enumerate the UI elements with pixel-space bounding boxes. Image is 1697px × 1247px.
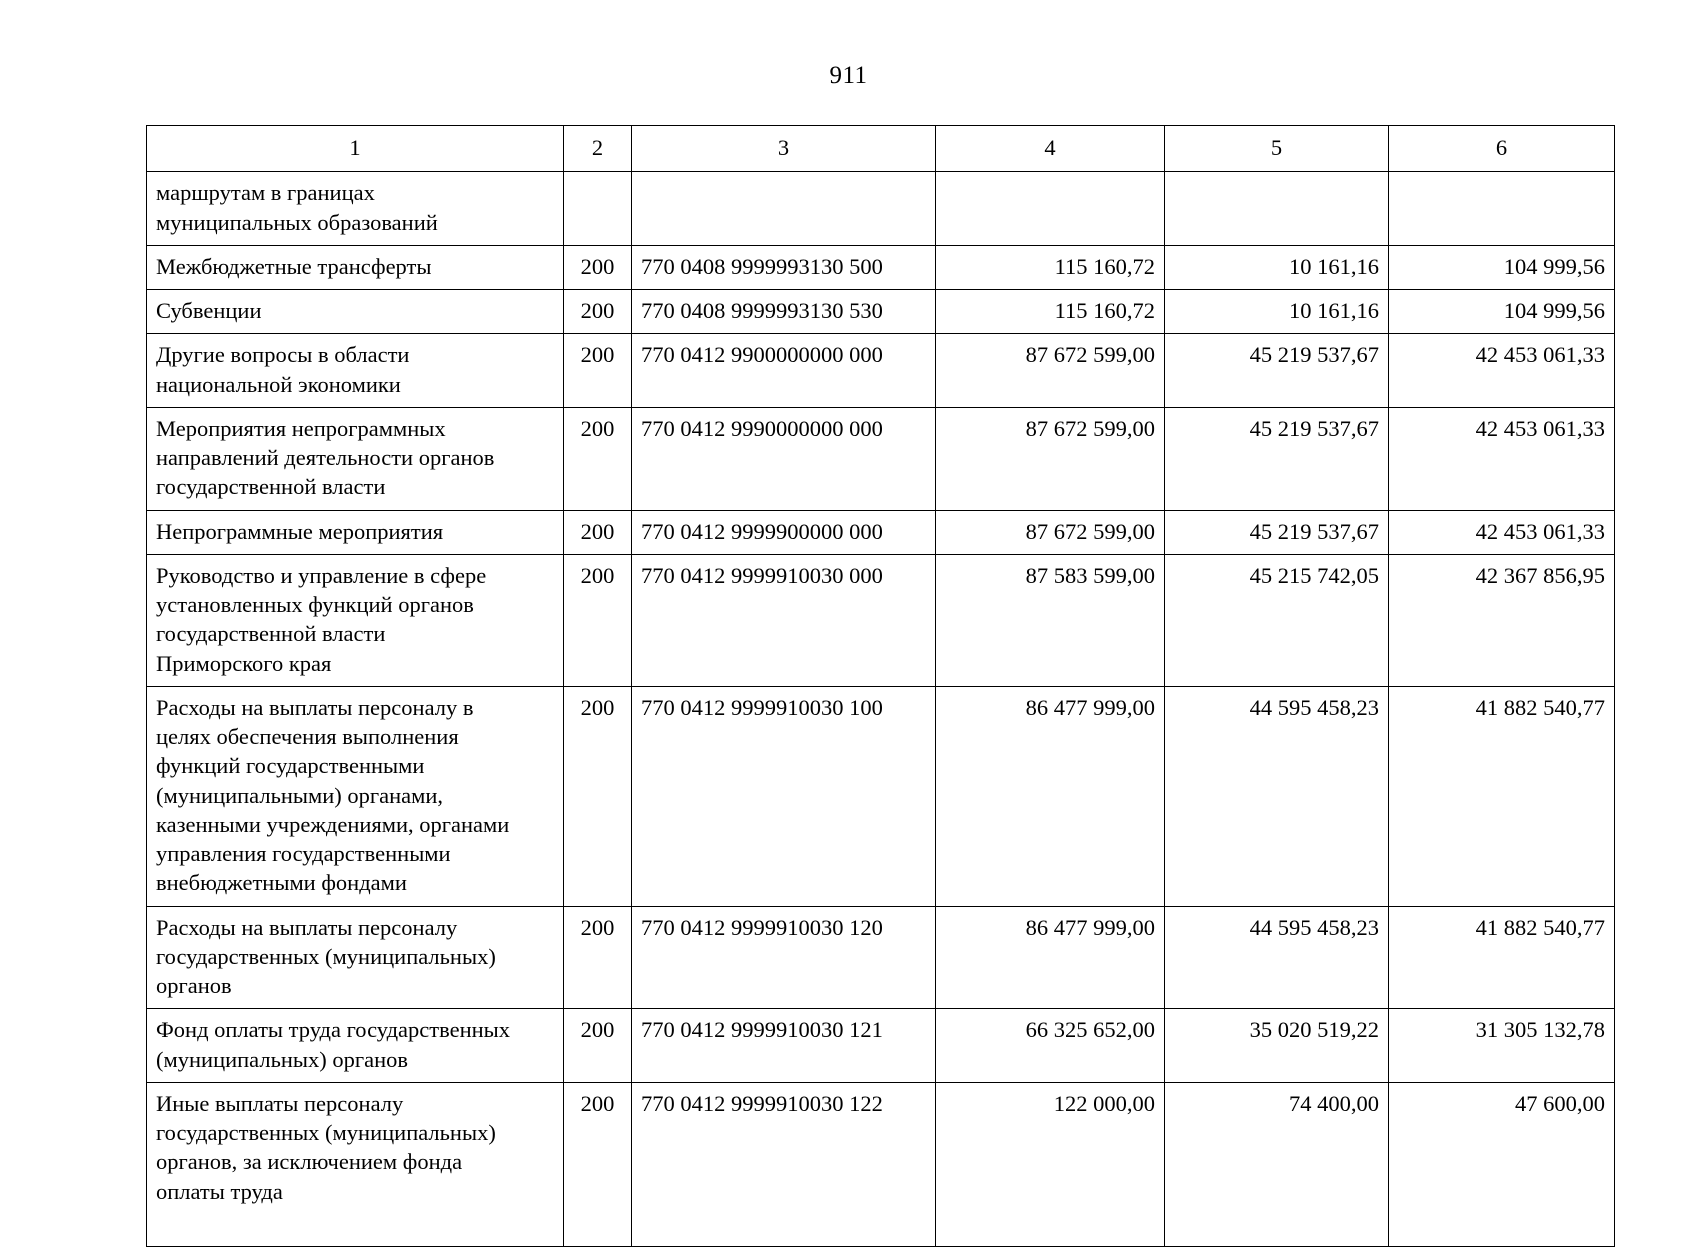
row-classification-cell: 770 0412 9990000000 000 [632,407,936,510]
budget-table-container [146,125,1605,1247]
column-header: 1 [147,126,564,172]
row-classification-cell: 770 0412 9999910030 121 [632,1009,936,1083]
row-value-col6: 42 453 061,33 [1389,407,1615,510]
row-value-col4 [936,172,1165,246]
row-value-col5: 45 215 742,05 [1165,554,1389,686]
row-code-cell: 200 [564,407,632,510]
table-row [147,290,1615,334]
budget-table [146,125,1615,1247]
column-header: 6 [1389,126,1615,172]
row-value-col6: 104 999,56 [1389,290,1615,334]
row-classification-cell: 770 0408 9999993130 530 [632,290,936,334]
row-code-cell [564,172,632,246]
row-code-cell: 200 [564,290,632,334]
column-header: 4 [936,126,1165,172]
row-value-col4: 86 477 999,00 [936,686,1165,906]
row-name-cell: маршрутам в границах муниципальных образований [147,172,564,246]
row-name-cell: Межбюджетные трансферты [147,245,564,289]
table-row [147,906,1615,1009]
row-value-col4: 86 477 999,00 [936,906,1165,1009]
row-name-cell: Расходы на выплаты персоналу государственных (муниципальных) органов [147,906,564,1009]
table-row [147,334,1615,408]
row-name-cell: Фонд оплаты труда государственных (муниципальных) органов [147,1009,564,1083]
row-value-col4: 87 672 599,00 [936,334,1165,408]
row-classification-cell: 770 0412 9999910030 120 [632,906,936,1009]
row-code-cell: 200 [564,1082,632,1246]
row-value-col4: 87 672 599,00 [936,510,1165,554]
row-value-col5: 45 219 537,67 [1165,510,1389,554]
column-header: 2 [564,126,632,172]
row-name-cell: Иные выплаты персоналу государственных (муниципальных) органов, за исключением фонда оплаты труда [147,1082,564,1246]
column-header: 5 [1165,126,1389,172]
table-row [147,1082,1615,1246]
row-value-col6: 104 999,56 [1389,245,1615,289]
row-value-col5: 44 595 458,23 [1165,906,1389,1009]
row-value-col6: 42 453 061,33 [1389,334,1615,408]
row-value-col5: 44 595 458,23 [1165,686,1389,906]
table-header-row [147,126,1615,172]
row-classification-cell [632,172,936,246]
row-value-col6: 42 453 061,33 [1389,510,1615,554]
row-classification-cell: 770 0412 9900000000 000 [632,334,936,408]
row-code-cell: 200 [564,334,632,408]
table-row [147,686,1615,906]
row-value-col4: 87 672 599,00 [936,407,1165,510]
row-value-col6: 41 882 540,77 [1389,686,1615,906]
row-name-cell: Непрограммные мероприятия [147,510,564,554]
row-value-col4: 115 160,72 [936,245,1165,289]
row-value-col6: 41 882 540,77 [1389,906,1615,1009]
row-value-col6: 47 600,00 [1389,1082,1615,1246]
row-value-col4: 66 325 652,00 [936,1009,1165,1083]
row-value-col5: 35 020 519,22 [1165,1009,1389,1083]
row-name-cell: Мероприятия непрограммных направлений деятельности органов государственной власти [147,407,564,510]
row-code-cell: 200 [564,245,632,289]
row-value-col5: 45 219 537,67 [1165,407,1389,510]
row-name-cell: Расходы на выплаты персоналу в целях обеспечения выполнения функций государственными (муниципальными) органами, казенными учреждениями, органами управления государственными внебюджетными фондами [147,686,564,906]
row-code-cell: 200 [564,510,632,554]
row-value-col4: 115 160,72 [936,290,1165,334]
row-classification-cell: 770 0408 9999993130 500 [632,245,936,289]
row-value-col4: 87 583 599,00 [936,554,1165,686]
row-value-col6: 42 367 856,95 [1389,554,1615,686]
row-value-col6: 31 305 132,78 [1389,1009,1615,1083]
table-row [147,1009,1615,1083]
page-number: 911 [829,62,868,89]
row-value-col5 [1165,172,1389,246]
table-row [147,407,1615,510]
row-code-cell: 200 [564,1009,632,1083]
row-value-col5: 10 161,16 [1165,245,1389,289]
row-classification-cell: 770 0412 9999900000 000 [632,510,936,554]
row-name-cell: Субвенции [147,290,564,334]
row-value-col6 [1389,172,1615,246]
row-value-col5: 45 219 537,67 [1165,334,1389,408]
table-row [147,172,1615,246]
column-header: 3 [632,126,936,172]
row-value-col5: 74 400,00 [1165,1082,1389,1246]
row-value-col5: 10 161,16 [1165,290,1389,334]
row-classification-cell: 770 0412 9999910030 122 [632,1082,936,1246]
row-code-cell: 200 [564,554,632,686]
row-name-cell: Руководство и управление в сфере установленных функций органов государственной власти Приморского края [147,554,564,686]
table-row [147,554,1615,686]
row-value-col4: 122 000,00 [936,1082,1165,1246]
row-name-cell: Другие вопросы в области национальной экономики [147,334,564,408]
row-classification-cell: 770 0412 9999910030 000 [632,554,936,686]
row-classification-cell: 770 0412 9999910030 100 [632,686,936,906]
table-row [147,510,1615,554]
row-code-cell: 200 [564,686,632,906]
table-body [147,126,1615,1247]
row-code-cell: 200 [564,906,632,1009]
table-row [147,245,1615,289]
